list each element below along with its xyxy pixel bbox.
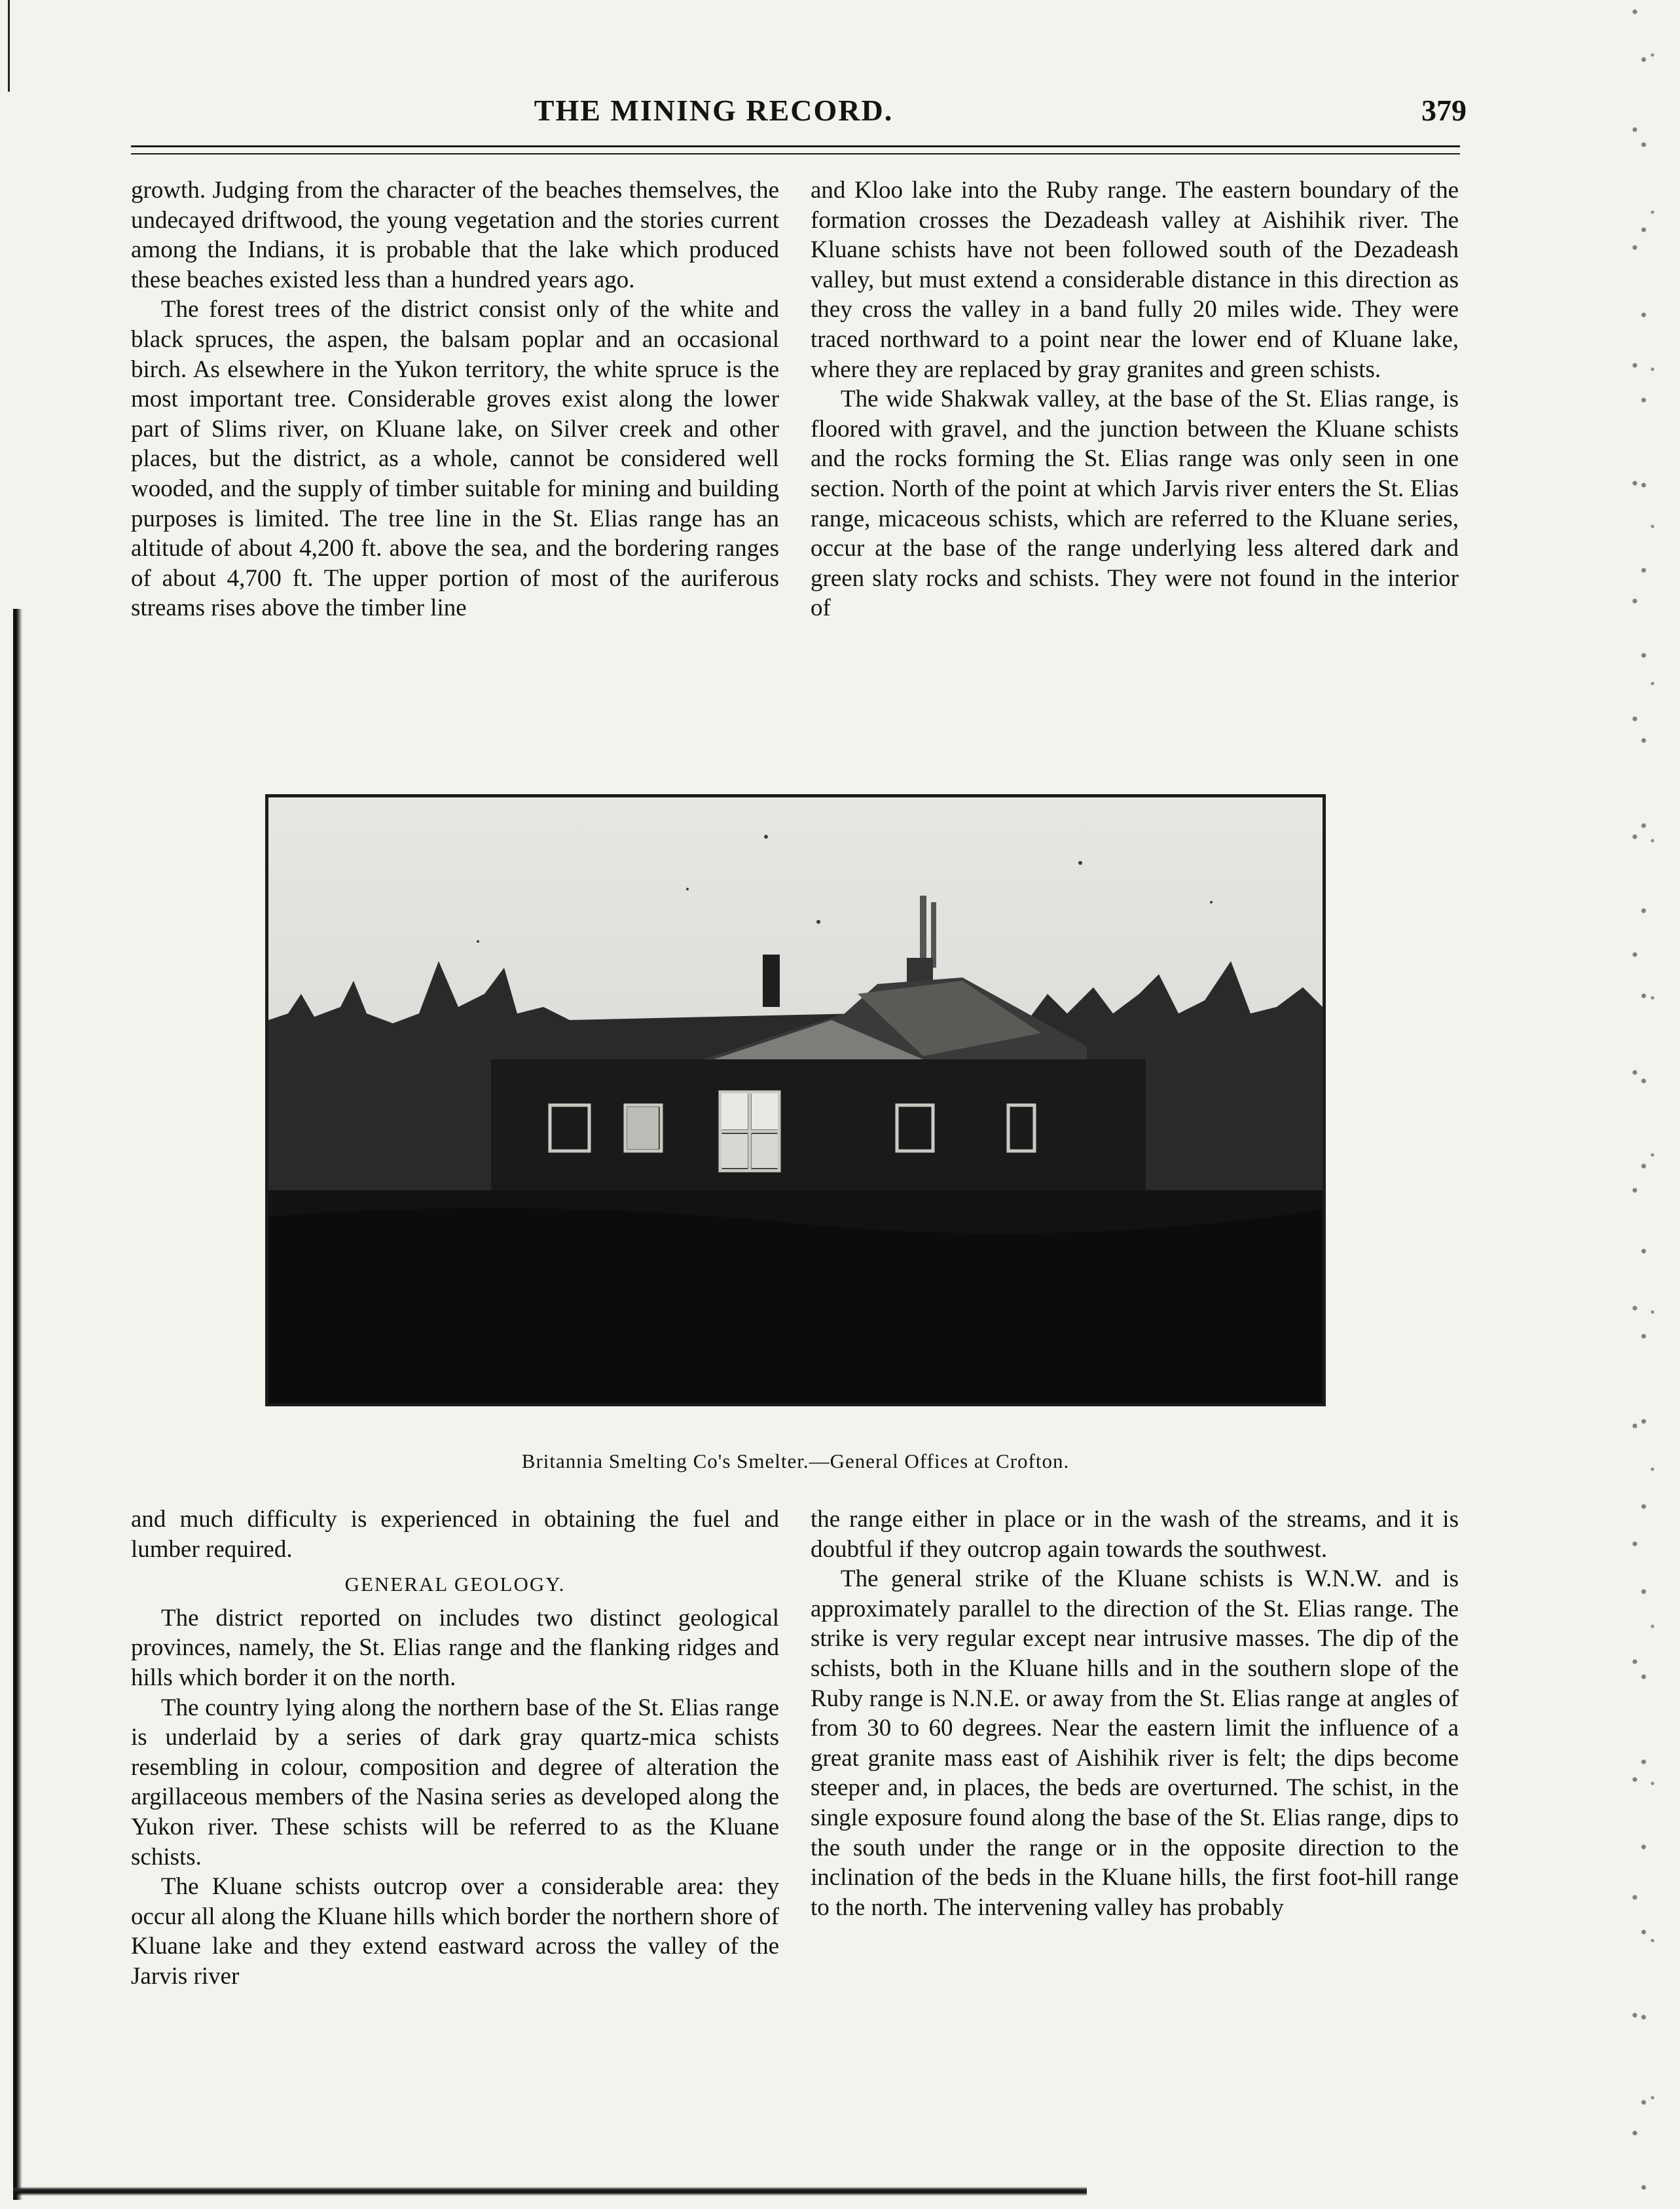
- scan-edge-left: [13, 609, 22, 2200]
- column-top-right: [811, 175, 1459, 623]
- smelter-photograph: [265, 794, 1326, 1406]
- scan-speckle-right: [1617, 0, 1676, 2209]
- paragraph: and Kloo lake into the Ruby range. The eastern boundary of the formation crosses the Dezadeash valley at Aishihik river. The Kluane schists have not been followed south of the Dezadeash valley, but must extend a considerable distance in this direction as they cross the valley in a band fully 20 miles wide. They were traced northward to a point near the lower end of Kluane lake, where they are replaced by gray granites and green schists.: [811, 177, 1459, 383]
- paragraph: and much difficulty is experienced in obtaining the fuel and lumber required.: [131, 1506, 779, 1563]
- paragraph: The forest trees of the district consist only of the white and black spruces, the aspen, the balsam poplar and an occasional birch. As elsewhere in the Yukon territory, the white spruce is the most important tree. Considerable groves exist along the lower part of Slims river, on Kluane lake, on Silver creek and other places, but the district, as a whole, cannot be considered well wooded, and the supply of timber suitable for mining and building purposes is limited. The tree line in the St. Elias range has an altitude of about 4,200 ft. above the sea, and the bordering ranges of about 4,700 ft. The upper portion of most of the auriferous streams rises above the timber line: [131, 296, 779, 622]
- paragraph: The country lying along the northern base of the St. Elias range is underlaid by a series of dark gray quartz-mica schists resembling in colour, composition and degree of alteration the argillaceous members of the Nasina series as developed along the Yukon river. These schists will be referred to as the Kluane schists.: [131, 1694, 779, 1871]
- paragraph: The general strike of the Kluane schists is W.N.W. and is approximately parallel to the direction of the St. Elias range. The strike is very regular except near intrusive masses. The dip of the schists, both in the Kluane hills and in the southern slope of the Ruby range is N.N.E. or away from the St. Elias range at angles of from 30 to 60 degrees. Near the eastern limit the influence of a great granite mass east of Aishihik river is felt; the dips become steeper and, in places, the beds are overturned. The schist, in the single exposure found along the base of the St. Elias range, dips to the south under the range or in the opposite direction to the inclination of the beds in the Kluane hills, the first foot-hill range to the north. The intervening valley has probably: [811, 1565, 1459, 1921]
- column-bottom-left: [131, 1505, 779, 1992]
- paragraph: the range either in place or in the wash of the streams, and it is doubtful if they outcrop again towards the southwest.: [811, 1506, 1459, 1563]
- photo-caption: Britannia Smelting Co's Smelter.—General Offices at Crofton.: [521, 1450, 1070, 1472]
- header-rule-thin: [131, 153, 1460, 155]
- paragraph: The district reported on includes two distinct geological provinces, namely, the St. Elias range and the flanking ridges and hills which border it on the north.: [131, 1604, 779, 1691]
- journal-title: THE MINING RECORD.: [534, 94, 894, 127]
- paragraph: The wide Shakwak valley, at the base of the St. Elias range, is floored with gravel, and the junction between the Kluane schists and the rocks forming the St. Elias range was only seen in one section. North of the point at which Jarvis river enters the St. Elias range, micaceous schists, which are referred to the Kluane series, occur at the base of the range underlying less altered dark and green slaty rocks and schists. They were not found in the interior of: [811, 386, 1459, 622]
- section-heading: GENERAL GEOLOGY.: [344, 1573, 566, 1596]
- paragraph: growth. Judging from the character of the beaches themselves, the undecayed driftwood, the young vegetation and the stories current among the Indians, it is probable that the lake which produced these beaches existed less than a hundred years ago.: [131, 177, 779, 293]
- running-head: [131, 93, 1467, 139]
- page-number: 379: [1421, 94, 1467, 127]
- paragraph: The Kluane schists outcrop over a considerable area: they occur all along the Kluane hills which border the northern shore of Kluane lake and they extend eastward across the valley of the Jarvis river: [131, 1873, 779, 1990]
- photo-image: [268, 797, 1323, 1403]
- scan-edge-bottom: [13, 2187, 1087, 2196]
- header-rule: [131, 145, 1460, 147]
- scan-edge-top-left: [8, 0, 10, 92]
- column-top-left: [131, 175, 779, 623]
- column-bottom-right: [811, 1505, 1459, 1922]
